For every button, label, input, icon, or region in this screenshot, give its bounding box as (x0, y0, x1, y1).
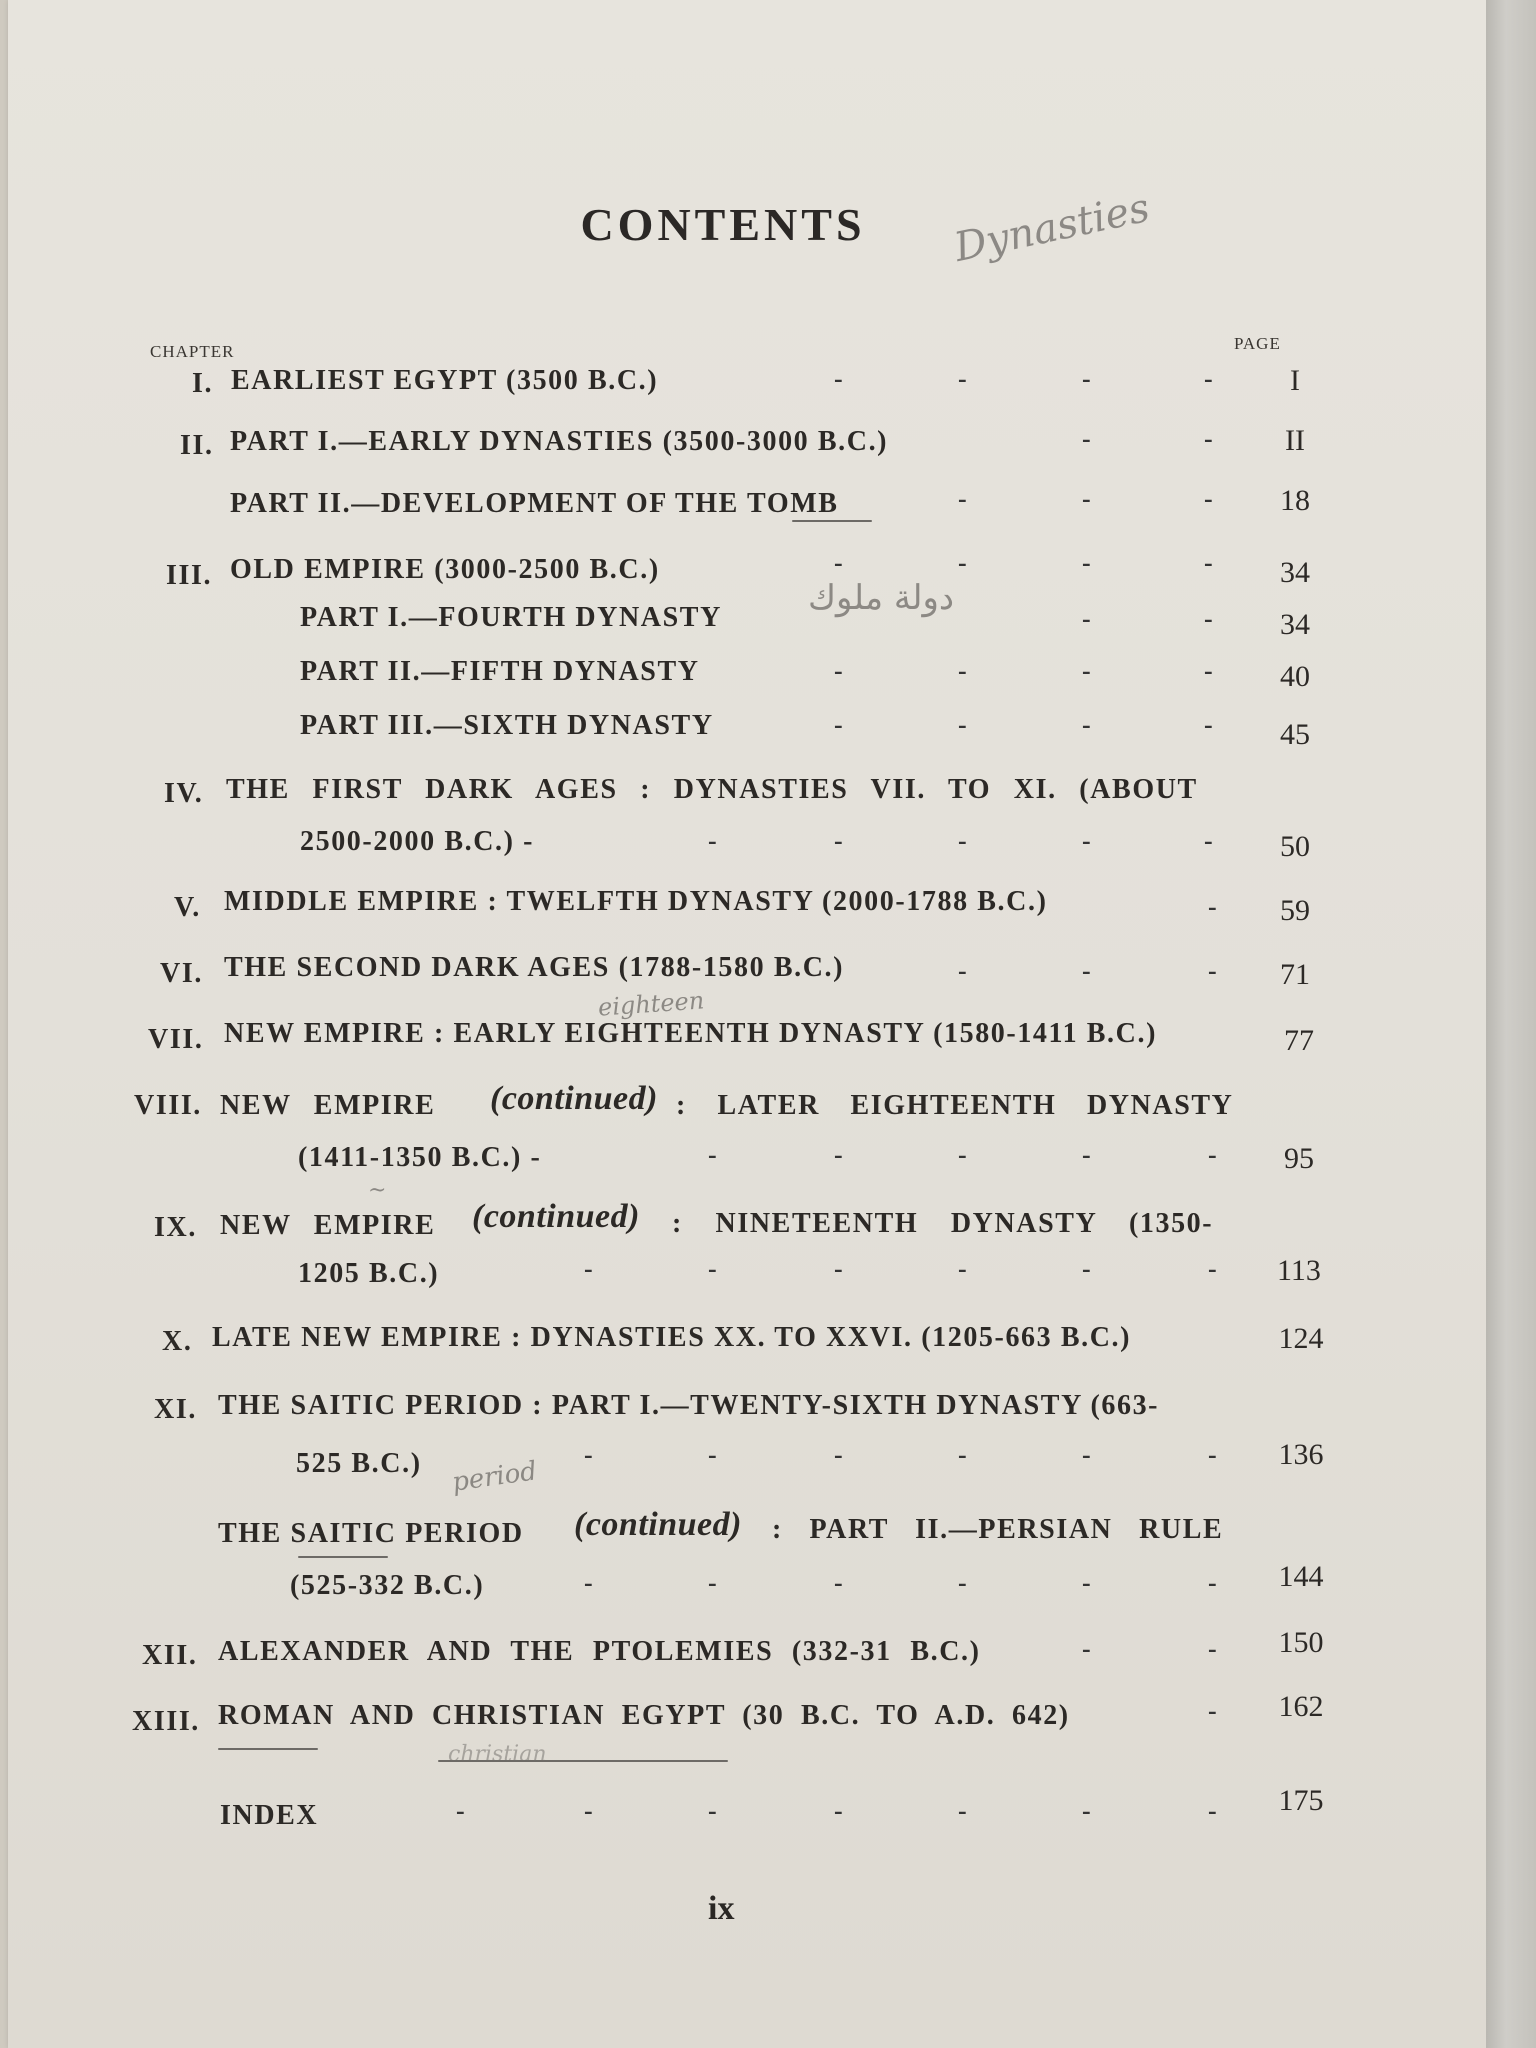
chapter-number: II. (180, 430, 214, 461)
leader-dash: - (1082, 484, 1091, 513)
entry-title-continued: 2500-2000 B.C.) - (300, 826, 535, 857)
chapter-number: XI. (154, 1394, 197, 1425)
leader-dash: - (958, 956, 967, 985)
chapter-number: VIII. (134, 1090, 202, 1121)
entry-title: NEW EMPIRE : EARLY EIGHTEENTH DYNASTY (1580-1411 B.C.) (224, 1018, 1157, 1049)
leader-dash: - (834, 1140, 843, 1169)
chapter-number: X. (162, 1326, 193, 1357)
leader-dash: - (1204, 656, 1213, 685)
page-number: 150 (1278, 1626, 1324, 1659)
leader-dash: - (708, 1568, 717, 1597)
entry-title: THE FIRST DARK AGES : DYNASTIES VII. TO XI. (ABOUT (226, 774, 1198, 805)
leader-dash: - (1208, 1796, 1217, 1825)
leader-dash: - (1208, 956, 1217, 985)
leader-dash: - (1204, 604, 1213, 633)
entry-title: PART II.—FIFTH DYNASTY (300, 656, 700, 687)
chapter-number: VI. (160, 958, 203, 989)
entry-title: OLD EMPIRE (3000-2500 B.C.) (230, 554, 660, 585)
page-number: 45 (1280, 718, 1310, 751)
page-number: 71 (1280, 958, 1310, 991)
page-number: 124 (1278, 1322, 1324, 1355)
leader-dash: - (1204, 548, 1213, 577)
page-number: 175 (1278, 1784, 1324, 1817)
leader-dash: - (958, 1796, 967, 1825)
entry-title: PART II.—DEVELOPMENT OF THE TOMB (230, 488, 839, 519)
pencil-underline (298, 1556, 388, 1558)
leader-dash: - (1082, 710, 1091, 739)
leader-dash: - (1208, 1568, 1217, 1597)
leader-dash: - (958, 1140, 967, 1169)
handwritten-note-period: period (450, 1456, 539, 1498)
leader-dash: - (834, 1568, 843, 1597)
chapter-number: VII. (148, 1024, 204, 1055)
chapter-number: XIII. (132, 1706, 200, 1737)
page-number: 50 (1280, 830, 1310, 863)
chapter-number: XII. (142, 1640, 198, 1671)
handwritten-note-christian: christian (448, 1742, 547, 1767)
leader-dash: - (958, 826, 967, 855)
entry-title: EARLIEST EGYPT (3500 B.C.) (231, 365, 659, 396)
pencil-underline (792, 520, 872, 522)
page-number: 34 (1280, 608, 1310, 641)
leader-dash: - (1208, 1634, 1217, 1663)
entry-title: : NINETEENTH DYNASTY (1350- (672, 1208, 1214, 1239)
chapter-number: V. (174, 892, 201, 923)
leader-dash: - (708, 826, 717, 855)
leader-dash: - (1204, 484, 1213, 513)
leader-dash: - (456, 1796, 465, 1825)
leader-dash: - (584, 1254, 593, 1283)
entry-title: PART I.—FOURTH DYNASTY (300, 602, 722, 633)
leader-dash: - (834, 548, 843, 577)
leader-dash: - (1204, 710, 1213, 739)
entry-title: NEW EMPIRE (220, 1090, 436, 1121)
pencil-underline (218, 1748, 318, 1750)
entry-title: ALEXANDER AND THE PTOLEMIES (332-31 B.C.) (218, 1636, 981, 1667)
entry-title: ROMAN AND CHRISTIAN EGYPT (30 B.C. TO A.D. 642) (218, 1700, 1070, 1731)
page-number: 144 (1278, 1560, 1324, 1593)
entry-title: PART III.—SIXTH DYNASTY (300, 710, 714, 741)
entry-title: THE SAITIC PERIOD : PART I.—TWENTY-SIXTH DYNASTY (663- (218, 1390, 1160, 1421)
entry-title: THE SECOND DARK AGES (1788-1580 B.C.) (224, 952, 845, 983)
page-number: 59 (1280, 894, 1310, 927)
leader-dash: - (1204, 424, 1213, 453)
leader-dash: - (1208, 1254, 1217, 1283)
continued-italic: (continued) (472, 1198, 640, 1235)
leader-dash: - (834, 710, 843, 739)
leader-dash: - (834, 364, 843, 393)
leader-dash: - (584, 1796, 593, 1825)
chapter-number: III. (166, 560, 213, 591)
leader-dash: - (584, 1568, 593, 1597)
leader-dash: - (1082, 656, 1091, 685)
entry-title-italic (472, 1198, 640, 1236)
entry-title: NEW EMPIRE (220, 1210, 436, 1241)
leader-dash: - (1082, 364, 1091, 393)
entry-title-continued: 525 B.C.) (296, 1448, 422, 1479)
leader-dash: - (834, 1796, 843, 1825)
entry-title-continued: 1205 B.C.) (298, 1258, 440, 1289)
leader-dash: - (958, 710, 967, 739)
leader-dash: - (1208, 892, 1217, 921)
page-folio: ix (708, 1890, 735, 1927)
page-edge (1486, 0, 1536, 2048)
entry-title-continued: (1411-1350 B.C.) - (298, 1142, 542, 1173)
leader-dash: - (958, 1440, 967, 1469)
entry-title-continued: (525-332 B.C.) (290, 1570, 485, 1601)
leader-dash: - (1082, 826, 1091, 855)
page-number: 95 (1284, 1142, 1314, 1175)
entry-title: THE SAITIC PERIOD (218, 1518, 524, 1549)
leader-dash: - (958, 364, 967, 393)
entry-title: MIDDLE EMPIRE : TWELFTH DYNASTY (2000-1788 B.C.) (224, 886, 1048, 917)
leader-dash: - (1082, 1634, 1091, 1663)
leader-dash: - (958, 484, 967, 513)
page-number: 162 (1278, 1690, 1324, 1723)
leader-dash: - (958, 548, 967, 577)
leader-dash: - (834, 656, 843, 685)
entry-title: LATE NEW EMPIRE : DYNASTIES XX. TO XXVI. (1205-663 B.C.) (212, 1322, 1132, 1353)
page-number: II (1285, 424, 1305, 457)
leader-dash: - (834, 826, 843, 855)
leader-dash: - (834, 1440, 843, 1469)
chapter-number: IX. (154, 1212, 197, 1243)
page-number: 113 (1277, 1254, 1321, 1287)
page-number: 136 (1278, 1438, 1324, 1471)
page-number: 77 (1284, 1024, 1314, 1057)
leader-dash: - (958, 656, 967, 685)
leader-dash: - (708, 1440, 717, 1469)
leader-dash: - (834, 1254, 843, 1283)
leader-dash: - (1204, 364, 1213, 393)
leader-dash: - (1082, 1568, 1091, 1597)
leader-dash: - (1082, 1796, 1091, 1825)
leader-dash: - (1208, 1696, 1217, 1725)
chapter-number: IV. (164, 778, 204, 809)
chapter-column-label: CHAPTER (150, 342, 235, 361)
entry-title-italic (574, 1506, 742, 1544)
handwritten-note-dynasties: Dynasties (950, 184, 1154, 272)
leader-dash: - (1208, 1140, 1217, 1169)
page-number: I (1290, 364, 1300, 397)
leader-dash: - (1082, 424, 1091, 453)
leader-dash: - (584, 1440, 593, 1469)
page-title: CONTENTS (580, 199, 866, 250)
leader-dash: - (958, 1568, 967, 1597)
page-number: 34 (1280, 556, 1310, 589)
book-page (8, 0, 1486, 2048)
leader-dash: - (1082, 548, 1091, 577)
page-number: 18 (1280, 484, 1310, 517)
continued-italic: (continued) (574, 1506, 742, 1543)
leader-dash: - (1082, 956, 1091, 985)
leader-dash: - (1204, 826, 1213, 855)
leader-dash: - (958, 1254, 967, 1283)
entry-title-italic (490, 1080, 658, 1118)
leader-dash: - (1082, 1440, 1091, 1469)
page-number: 40 (1280, 660, 1310, 693)
leader-dash: - (1082, 1140, 1091, 1169)
entry-title: : PART II.—PERSIAN RULE (772, 1514, 1224, 1545)
handwritten-note-eighteenth: eighteen (597, 986, 706, 1022)
entry-title: : LATER EIGHTEENTH DYNASTY (676, 1090, 1234, 1121)
leader-dash: - (708, 1254, 717, 1283)
page-column-label: PAGE (1234, 334, 1281, 353)
entry-title: INDEX (220, 1800, 319, 1831)
handwritten-mark: ~ (368, 1178, 387, 1203)
leader-dash: - (1082, 1254, 1091, 1283)
leader-dash: - (1082, 604, 1091, 633)
entry-title: PART I.—EARLY DYNASTIES (3500-3000 B.C.) (230, 426, 889, 457)
handwritten-note-arabic: دولة ملوك (808, 578, 955, 618)
leader-dash: - (708, 1140, 717, 1169)
chapter-number: I. (192, 368, 214, 399)
leader-dash: - (708, 1796, 717, 1825)
continued-italic: (continued) (490, 1080, 658, 1117)
leader-dash: - (1208, 1440, 1217, 1469)
